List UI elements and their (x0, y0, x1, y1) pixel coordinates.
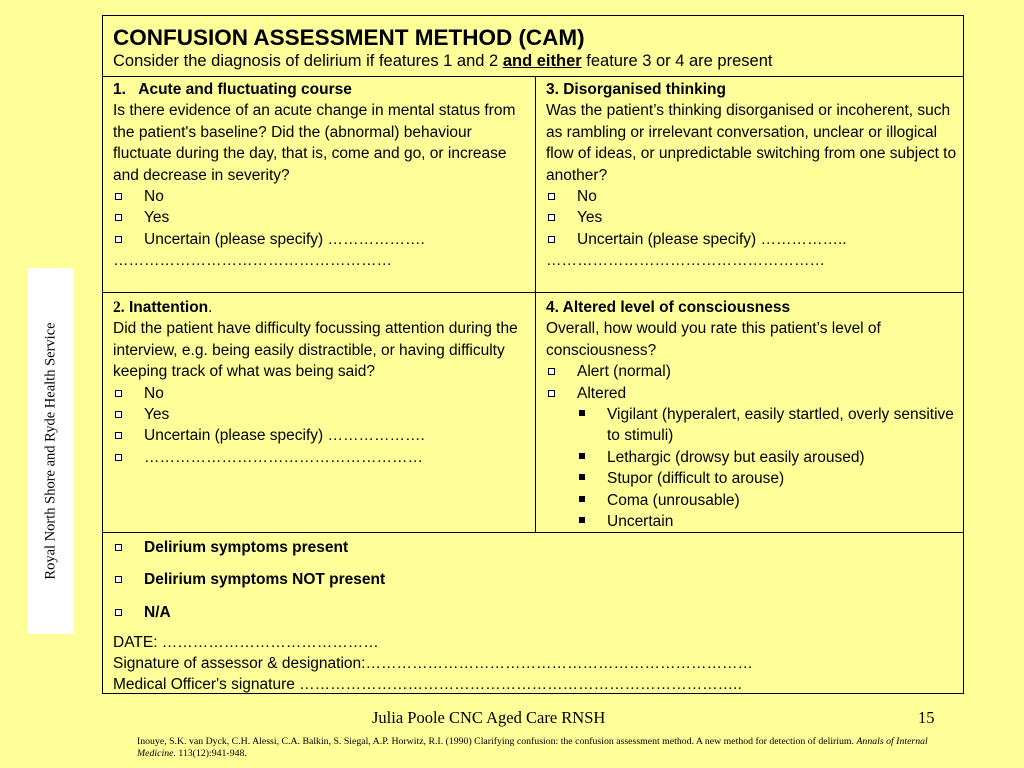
subtitle-text: Consider the diagnosis of delirium if features 1 and 2 (113, 52, 503, 70)
citation-journal: Annals of Internal Medicine. (137, 736, 928, 759)
assessor-signature-field[interactable]: Signature of assessor & designation:………………………………………………………………… (113, 655, 753, 673)
feature-1-option-yes[interactable] (113, 207, 529, 228)
result-option-not-present[interactable] (113, 569, 959, 590)
page-number: 15 (918, 708, 935, 727)
feature-3-option-no[interactable] (546, 186, 959, 207)
option-label: ……………………………………………… (144, 448, 423, 466)
checkbox-icon[interactable] (115, 236, 122, 243)
option-label: Uncertain (please specify) ………………. (144, 427, 425, 445)
result-option-na[interactable] (113, 602, 959, 623)
form-subtitle (113, 51, 963, 71)
feature-2-cell (103, 293, 535, 532)
option-label: No (144, 188, 164, 206)
checkbox-icon[interactable] (548, 193, 555, 200)
feature-1-question: Is there evidence of an acute change in mental status from the patient's baseline? Did the (abnormal) behaviour fluctuate during the day, that is, come and go, or increase and decrease in severity? (113, 102, 516, 184)
altered-sub-option (546, 490, 959, 511)
feature-4-option-alert[interactable] (546, 361, 959, 382)
citation-text: Inouye, S.K. van Dyck, C.H. Alessi, C.A. Balkin, S. Siegal, A.P. Horwitz, R.I. (1990) Clarifying confusion: the confusion assessment method. A new method for detection of delirium. (137, 736, 857, 747)
checkbox-icon[interactable] (115, 609, 122, 616)
feature-4-heading: 4. Altered level of consciousness (546, 299, 791, 316)
medical-officer-signature-field[interactable]: Medical Officer's signature ………………………………………………………………………….. (113, 676, 742, 694)
option-label: No (144, 384, 164, 402)
footer-author: Julia Poole CNC Aged Care RNSH (372, 708, 606, 727)
feature-3-option-yes[interactable] (546, 207, 959, 228)
feature-3-question: Was the patient’s thinking disorganised or incoherent, such as rambling or irrelevant conversation, unclear or illogical flow of ideas, or unpredictable switching from one subject to another? (546, 102, 957, 184)
sidebar-organization-text: Royal North Shore and Ryde Health Service (42, 322, 58, 580)
checkbox-icon[interactable] (548, 236, 555, 243)
checkbox-icon[interactable] (548, 390, 555, 397)
bullet-square-icon (579, 410, 585, 416)
checkbox-icon[interactable] (115, 544, 122, 551)
result-option-present[interactable] (113, 537, 959, 558)
altered-sub-option (546, 404, 959, 447)
checkbox-icon[interactable] (115, 576, 122, 583)
option-label: Uncertain (please specify) …………….. (577, 230, 847, 248)
feature-3-cell (536, 77, 965, 292)
altered-sub-option (546, 511, 959, 532)
citation (137, 736, 937, 760)
option-label: Delirium symptoms NOT present (144, 571, 386, 589)
feature-4-question: Overall, how would you rate this patient’s level of consciousness? (546, 320, 881, 359)
sidebar-panel (27, 268, 74, 634)
bullet-square-icon (579, 474, 585, 480)
altered-sub-option (546, 468, 959, 489)
feature-2-number: 2. (113, 299, 125, 316)
checkbox-icon[interactable] (115, 390, 122, 397)
checkbox-icon[interactable] (548, 214, 555, 221)
checkbox-icon[interactable] (115, 214, 122, 221)
feature-1-heading: 1. Acute and fluctuating course (113, 81, 352, 98)
feature-2-option-uncertain[interactable] (113, 425, 529, 446)
feature-2-title: Inattention (128, 299, 209, 316)
feature-3-option-uncertain[interactable] (546, 229, 959, 250)
checkbox-icon[interactable] (115, 411, 122, 418)
citation-volume: 113(12):941-948. (175, 748, 247, 759)
feature-4-cell (536, 293, 965, 532)
feature-1-option-no[interactable] (113, 186, 529, 207)
bullet-square-icon (579, 453, 585, 459)
feature-3-specify-line[interactable]: ……………………………………………… (546, 252, 825, 270)
option-label: Delirium symptoms present (144, 539, 349, 556)
sub-option-label: Coma (unrousable) (607, 491, 740, 509)
feature-2-period: . (208, 299, 213, 316)
bullet-square-icon (579, 496, 585, 502)
option-label: Yes (577, 209, 603, 227)
subtitle-emphasis: and either (502, 52, 582, 70)
sub-option-label: Stupor (difficult to arouse) (607, 470, 785, 488)
feature-1-option-uncertain[interactable] (113, 229, 529, 250)
result-section (103, 533, 965, 693)
sub-option-label: Lethargic (drowsy but easily aroused) (607, 448, 865, 466)
feature-1-specify-line[interactable]: ……………………………………………… (113, 252, 392, 270)
checkbox-icon[interactable] (115, 193, 122, 200)
feature-2-option-yes[interactable] (113, 404, 529, 425)
feature-2-question: Did the patient have difficulty focussing attention during the interview, e.g. being easily distractible, or having difficulty keeping track of what was being said? (113, 320, 518, 381)
form-header (103, 16, 963, 76)
option-label: Altered (577, 384, 627, 402)
sub-option-label: Uncertain (607, 513, 674, 531)
option-label: N/A (144, 603, 171, 621)
subtitle-text-end: feature 3 or 4 are present (581, 52, 773, 70)
feature-1-cell (103, 77, 535, 292)
option-label: Uncertain (please specify) ………………. (144, 230, 425, 248)
date-field[interactable]: DATE: …………………………………… (113, 634, 379, 652)
option-label: No (577, 188, 597, 206)
checkbox-icon[interactable] (548, 368, 555, 375)
bullet-square-icon (579, 517, 585, 523)
option-label: Yes (144, 209, 170, 227)
feature-2-heading (113, 297, 529, 318)
altered-sub-option (546, 447, 959, 468)
checkbox-icon[interactable] (115, 454, 122, 461)
feature-3-heading: 3. Disorganised thinking (546, 81, 726, 98)
feature-2-option-no[interactable] (113, 383, 529, 404)
checkbox-icon[interactable] (115, 432, 122, 439)
cam-form (102, 15, 964, 694)
feature-4-option-altered[interactable] (546, 383, 959, 404)
option-label: Yes (144, 406, 170, 424)
sub-option-label: Vigilant (hyperalert, easily startled, overly sensitive to stimuli) (607, 406, 954, 445)
feature-2-option-specify[interactable] (113, 447, 529, 468)
option-label: Alert (normal) (577, 363, 671, 381)
page-title: CONFUSION ASSESSMENT METHOD (CAM) (113, 25, 585, 50)
